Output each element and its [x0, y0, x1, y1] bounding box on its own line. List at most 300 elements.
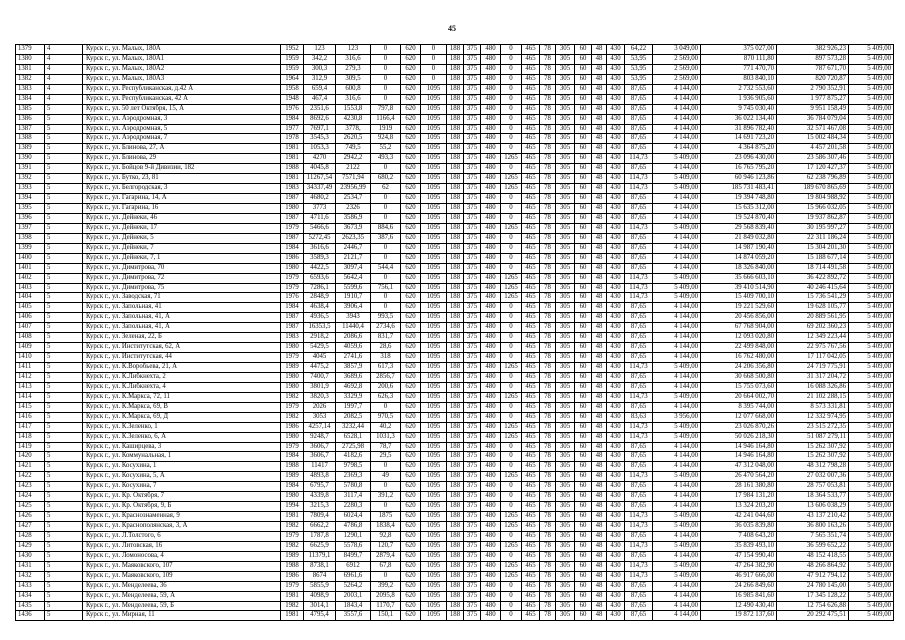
rate-188-cell: 188	[447, 273, 464, 283]
rate-465-cell: 465	[522, 164, 540, 174]
rate-1095-cell: 1095	[421, 512, 447, 522]
rate-305-cell: 305	[556, 74, 575, 84]
rate-48-cell: 48	[592, 45, 607, 55]
rate-188-cell: 188	[447, 313, 464, 323]
nonresidential-area-cell: 0	[371, 273, 401, 283]
category-cell: 5	[45, 303, 83, 313]
table-row	[16, 243, 894, 253]
rate-480-cell: 480	[481, 482, 501, 492]
rate-305-cell: 305	[556, 472, 575, 482]
rate-78-cell: 78	[540, 382, 556, 392]
nonresidential-area-cell: 0	[371, 54, 401, 64]
rate-1265-cell: 0	[501, 343, 522, 353]
nonresidential-area-cell: 544,4	[371, 263, 401, 273]
rate-1095-cell: 1095	[421, 84, 447, 94]
calculated-sum-cell: 29 568 839,40	[701, 223, 777, 233]
address-cell: Курск г., ул. Республиканская, 42 А	[83, 94, 281, 104]
rate-305-cell: 305	[556, 541, 575, 551]
year-cell: 1979	[281, 353, 304, 363]
category-cell: 5	[45, 591, 83, 601]
rate-375-cell: 375	[464, 194, 481, 204]
monthly-rate-cell: 114,73	[625, 472, 653, 482]
calculated-sum-cell: 1 936 905,60	[701, 94, 777, 104]
rate-60-cell: 60	[575, 353, 592, 363]
monthly-rate-cell: 87,65	[625, 124, 653, 134]
rate-430-cell: 430	[607, 204, 625, 214]
rate-465-cell: 465	[522, 432, 540, 442]
indexed-sum-cell: 1 977 875,27	[777, 94, 849, 104]
rate-48-cell: 48	[592, 492, 607, 502]
table-row	[16, 54, 894, 64]
rate-1265-cell: 0	[501, 452, 522, 462]
rate-375-cell: 375	[464, 313, 481, 323]
monthly-rate-cell: 87,65	[625, 601, 653, 611]
rate-430-cell: 430	[607, 213, 625, 223]
rate-60-cell: 60	[575, 84, 592, 94]
calculated-sum-cell: 12 490 430,40	[701, 601, 777, 611]
base-rate-cell: 5 409,00	[849, 452, 894, 462]
base-rate-cell: 5 409,00	[849, 64, 894, 74]
indexed-sum-cell: 27 032 007,36	[777, 472, 849, 482]
calculated-sum-cell: 31 896 782,40	[701, 124, 777, 134]
row-number-cell: 1431	[16, 561, 45, 571]
rate-48-cell: 48	[592, 591, 607, 601]
rate-188-cell: 188	[447, 382, 464, 392]
indexed-sum-cell: 28 757 053,81	[777, 482, 849, 492]
calculated-sum-cell: 19 872 137,60	[701, 611, 777, 621]
total-area-cell: 4711,6	[304, 213, 336, 223]
table-row	[16, 601, 894, 611]
rate-188-cell: 188	[447, 591, 464, 601]
row-number-cell: 1433	[16, 581, 45, 591]
rate-480-cell: 480	[481, 353, 501, 363]
rate-188-cell: 188	[447, 263, 464, 273]
rate-430-cell: 430	[607, 402, 625, 412]
rate-1095-cell: 1095	[421, 462, 447, 472]
year-cell: 1984	[281, 482, 304, 492]
rate-78-cell: 78	[540, 571, 556, 581]
total-area-cell: 8738,1	[304, 561, 336, 571]
rate-430-cell: 430	[607, 174, 625, 184]
rate-78-cell: 78	[540, 164, 556, 174]
category-cell: 5	[45, 194, 83, 204]
row-number-cell: 1435	[16, 601, 45, 611]
rate-375-cell: 375	[464, 293, 481, 303]
rate-375-cell: 375	[464, 541, 481, 551]
table-row	[16, 581, 894, 591]
rate-430-cell: 430	[607, 94, 625, 104]
category-cell: 5	[45, 363, 83, 373]
row-number-cell: 1406	[16, 313, 45, 323]
table-row	[16, 64, 894, 74]
monthly-rate-cell: 53,95	[625, 74, 653, 84]
rate-48-cell: 48	[592, 363, 607, 373]
rate-1265-cell: 0	[501, 313, 522, 323]
base-rate-cell: 5 409,00	[849, 94, 894, 104]
rate-620-cell: 620	[401, 104, 421, 114]
rate-60-cell: 60	[575, 273, 592, 283]
year-cell: 1984	[281, 114, 304, 124]
nonresidential-area-cell: 1919	[371, 124, 401, 134]
rate-60-cell: 60	[575, 124, 592, 134]
address-cell: Курск г., ул. Заводская, 71	[83, 293, 281, 303]
living-area-cell: 749,5	[336, 144, 371, 154]
rate-78-cell: 78	[540, 561, 556, 571]
row-number-cell: 1409	[16, 343, 45, 353]
total-area-cell: 2351,6	[304, 104, 336, 114]
rate-480-cell: 480	[481, 243, 501, 253]
rate-188-cell: 188	[447, 223, 464, 233]
category-cell: 5	[45, 541, 83, 551]
monthly-rate-cell: 87,65	[625, 492, 653, 502]
address-cell: Курск г., ул. Дейнеки, 5	[83, 233, 281, 243]
base-rate-cell: 5 409,00	[849, 303, 894, 313]
rate-188-cell: 188	[447, 571, 464, 581]
rate-188-cell: 188	[447, 502, 464, 512]
rate-60-cell: 60	[575, 502, 592, 512]
annual-rate-cell: 4 144,00	[653, 333, 701, 343]
rate-1265-cell: 0	[501, 134, 522, 144]
annual-rate-cell: 5 409,00	[653, 283, 701, 293]
living-area-cell: 9798,5	[336, 462, 371, 472]
rate-60-cell: 60	[575, 104, 592, 114]
rate-1095-cell: 1095	[421, 571, 447, 581]
rate-430-cell: 430	[607, 164, 625, 174]
rate-188-cell: 188	[447, 512, 464, 522]
year-cell: 1988	[281, 561, 304, 571]
rate-430-cell: 430	[607, 412, 625, 422]
address-cell: Курск г., ул. К.Маркса, 69, В	[83, 402, 281, 412]
total-area-cell: 6593,6	[304, 273, 336, 283]
table-row	[16, 472, 894, 482]
year-cell: 1986	[281, 571, 304, 581]
indexed-sum-cell: 12 349 223,44	[777, 333, 849, 343]
rate-430-cell: 430	[607, 382, 625, 392]
indexed-sum-cell: 48 266 864,92	[777, 561, 849, 571]
indexed-sum-cell: 36 784 079,04	[777, 114, 849, 124]
rate-620-cell: 620	[401, 591, 421, 601]
rate-305-cell: 305	[556, 253, 575, 263]
address-cell: Курск г., ул. Малых, 180А2	[83, 64, 281, 74]
nonresidential-area-cell: 0	[371, 293, 401, 303]
rate-1095-cell: 1095	[421, 402, 447, 412]
category-cell: 5	[45, 283, 83, 293]
calculated-sum-cell: 16 985 841,60	[701, 591, 777, 601]
rate-375-cell: 375	[464, 551, 481, 561]
living-area-cell: 2122	[336, 164, 371, 174]
rate-375-cell: 375	[464, 233, 481, 243]
rate-620-cell: 620	[401, 492, 421, 502]
rate-188-cell: 188	[447, 144, 464, 154]
year-cell: 1984	[281, 303, 304, 313]
row-number-cell: 1399	[16, 243, 45, 253]
address-cell: Курск г., ул. Косухина, 5, А	[83, 472, 281, 482]
calculated-sum-cell: 39 410 514,90	[701, 283, 777, 293]
rate-78-cell: 78	[540, 134, 556, 144]
rate-480-cell: 480	[481, 94, 501, 104]
annual-rate-cell: 5 409,00	[653, 293, 701, 303]
rate-1095-cell: 1095	[421, 343, 447, 353]
table-row	[16, 462, 894, 472]
rate-465-cell: 465	[522, 472, 540, 482]
calculated-sum-cell: 47 264 382,90	[701, 561, 777, 571]
indexed-sum-cell: 19 628 105,77	[777, 303, 849, 313]
table-body	[16, 45, 894, 621]
rate-480-cell: 480	[481, 502, 501, 512]
nonresidential-area-cell: 29,5	[371, 452, 401, 462]
rate-1265-cell: 1265	[501, 293, 522, 303]
rate-305-cell: 305	[556, 611, 575, 621]
annual-rate-cell: 4 144,00	[653, 452, 701, 462]
indexed-sum-cell: 21 102 288,15	[777, 392, 849, 402]
annual-rate-cell: 4 144,00	[653, 144, 701, 154]
category-cell: 5	[45, 213, 83, 223]
address-cell: Курск г., ул. Косухина, 1	[83, 462, 281, 472]
rate-305-cell: 305	[556, 601, 575, 611]
living-area-cell: 1290,1	[336, 531, 371, 541]
rate-1095-cell: 1095	[421, 194, 447, 204]
rate-620-cell: 620	[401, 551, 421, 561]
rate-430-cell: 430	[607, 124, 625, 134]
rate-60-cell: 60	[575, 253, 592, 263]
rate-1095-cell: 1095	[421, 611, 447, 621]
rate-305-cell: 305	[556, 343, 575, 353]
rate-430-cell: 430	[607, 512, 625, 522]
rate-78-cell: 78	[540, 372, 556, 382]
indexed-sum-cell: 69 202 360,23	[777, 323, 849, 333]
rate-430-cell: 430	[607, 194, 625, 204]
rate-60-cell: 60	[575, 114, 592, 124]
rate-78-cell: 78	[540, 204, 556, 214]
monthly-rate-cell: 87,65	[625, 372, 653, 382]
total-area-cell: 4475,2	[304, 363, 336, 373]
calculated-sum-cell: 17 984 131,20	[701, 492, 777, 502]
rate-188-cell: 188	[447, 243, 464, 253]
rate-375-cell: 375	[464, 184, 481, 194]
rate-188-cell: 188	[447, 343, 464, 353]
rate-620-cell: 620	[401, 194, 421, 204]
calculated-sum-cell: 7 408 643,20	[701, 531, 777, 541]
rate-480-cell: 480	[481, 343, 501, 353]
table-row	[16, 353, 894, 363]
rate-480-cell: 480	[481, 522, 501, 532]
rate-78-cell: 78	[540, 313, 556, 323]
rate-375-cell: 375	[464, 591, 481, 601]
rate-1265-cell: 1265	[501, 571, 522, 581]
rate-48-cell: 48	[592, 194, 607, 204]
year-cell: 1982	[281, 601, 304, 611]
rate-305-cell: 305	[556, 372, 575, 382]
rate-465-cell: 465	[522, 561, 540, 571]
monthly-rate-cell: 87,65	[625, 134, 653, 144]
rate-305-cell: 305	[556, 223, 575, 233]
rate-430-cell: 430	[607, 611, 625, 621]
rate-188-cell: 188	[447, 432, 464, 442]
year-cell: 1986	[281, 422, 304, 432]
row-number-cell: 1413	[16, 382, 45, 392]
rate-1265-cell: 1265	[501, 363, 522, 373]
rate-60-cell: 60	[575, 64, 592, 74]
indexed-sum-cell: 382 926,23	[777, 45, 849, 55]
rate-78-cell: 78	[540, 452, 556, 462]
rate-1265-cell: 0	[501, 492, 522, 502]
address-cell: Курск г., ул. К.Зеленко, 1	[83, 422, 281, 432]
rate-465-cell: 465	[522, 124, 540, 134]
rate-305-cell: 305	[556, 353, 575, 363]
monthly-rate-cell: 87,65	[625, 402, 653, 412]
calculated-sum-cell: 14 946 164,80	[701, 442, 777, 452]
rate-1095-cell: 1095	[421, 422, 447, 432]
year-cell: 1959	[281, 54, 304, 64]
rate-430-cell: 430	[607, 522, 625, 532]
table-row	[16, 213, 894, 223]
rate-430-cell: 430	[607, 551, 625, 561]
rate-1095-cell: 1095	[421, 263, 447, 273]
address-cell: Курск г., ул. Косухина, 7	[83, 482, 281, 492]
rate-375-cell: 375	[464, 581, 481, 591]
nonresidential-area-cell: 0	[371, 243, 401, 253]
rate-1095-cell: 1095	[421, 204, 447, 214]
monthly-rate-cell: 114,73	[625, 174, 653, 184]
rate-188-cell: 188	[447, 84, 464, 94]
rate-480-cell: 480	[481, 531, 501, 541]
category-cell: 5	[45, 531, 83, 541]
annual-rate-cell: 4 144,00	[653, 323, 701, 333]
rate-48-cell: 48	[592, 551, 607, 561]
rate-305-cell: 305	[556, 402, 575, 412]
nonresidential-area-cell: 391,2	[371, 492, 401, 502]
address-cell: Курск г., ул. Запольная, 41, А	[83, 313, 281, 323]
indexed-sum-cell: 18 714 491,58	[777, 263, 849, 273]
calculated-sum-cell: 50 026 218,30	[701, 432, 777, 442]
rate-78-cell: 78	[540, 531, 556, 541]
nonresidential-area-cell: 0	[371, 213, 401, 223]
rate-1095-cell: 1095	[421, 283, 447, 293]
year-cell: 1982	[281, 392, 304, 402]
monthly-rate-cell: 87,65	[625, 263, 653, 273]
total-area-cell: 3053	[304, 412, 336, 422]
rate-48-cell: 48	[592, 174, 607, 184]
rate-1095-cell: 1095	[421, 442, 447, 452]
rate-620-cell: 620	[401, 174, 421, 184]
nonresidential-area-cell: 387,6	[371, 233, 401, 243]
category-cell: 5	[45, 323, 83, 333]
table-row	[16, 303, 894, 313]
rate-188-cell: 188	[447, 442, 464, 452]
rate-620-cell: 620	[401, 333, 421, 343]
calculated-sum-cell: 20 456 856,00	[701, 313, 777, 323]
calculated-sum-cell: 28 161 380,80	[701, 482, 777, 492]
rate-375-cell: 375	[464, 273, 481, 283]
rate-60-cell: 60	[575, 462, 592, 472]
monthly-rate-cell: 87,65	[625, 462, 653, 472]
address-cell: Курск г., ул. Дейнеки, 46	[83, 213, 281, 223]
rate-620-cell: 620	[401, 124, 421, 134]
indexed-sum-cell: 40 246 415,64	[777, 283, 849, 293]
year-cell: 1979	[281, 283, 304, 293]
nonresidential-area-cell: 2095,8	[371, 591, 401, 601]
monthly-rate-cell: 87,65	[625, 243, 653, 253]
category-cell: 4	[45, 45, 83, 55]
rate-480-cell: 480	[481, 412, 501, 422]
annual-rate-cell: 2 569,00	[653, 64, 701, 74]
year-cell: 1984	[281, 452, 304, 462]
nonresidential-area-cell: 0	[371, 204, 401, 214]
rate-1095-cell: 1095	[421, 363, 447, 373]
nonresidential-area-cell: 0	[371, 502, 401, 512]
rate-48-cell: 48	[592, 343, 607, 353]
rate-1265-cell: 0	[501, 94, 522, 104]
indexed-sum-cell: 43 137 210,42	[777, 512, 849, 522]
rate-375-cell: 375	[464, 372, 481, 382]
living-area-cell: 4230,8	[336, 114, 371, 124]
calculated-sum-cell: 35 666 603,10	[701, 273, 777, 283]
rate-78-cell: 78	[540, 323, 556, 333]
indexed-sum-cell: 19 937 862,87	[777, 213, 849, 223]
rate-375-cell: 375	[464, 114, 481, 124]
living-area-cell: 279,3	[336, 64, 371, 74]
table-row	[16, 204, 894, 214]
rate-480-cell: 480	[481, 263, 501, 273]
category-cell: 5	[45, 124, 83, 134]
rate-48-cell: 48	[592, 253, 607, 263]
monthly-rate-cell: 53,95	[625, 54, 653, 64]
address-cell: Курск г., ул. Блинова, 29	[83, 154, 281, 164]
rate-1265-cell: 0	[501, 204, 522, 214]
annual-rate-cell: 3 956,00	[653, 412, 701, 422]
rate-78-cell: 78	[540, 541, 556, 551]
annual-rate-cell: 4 144,00	[653, 253, 701, 263]
row-number-cell: 1408	[16, 333, 45, 343]
rate-1095-cell: 1095	[421, 323, 447, 333]
category-cell: 5	[45, 313, 83, 323]
rate-305-cell: 305	[556, 233, 575, 243]
nonresidential-area-cell: 0	[371, 402, 401, 412]
rate-430-cell: 430	[607, 472, 625, 482]
rate-305-cell: 305	[556, 303, 575, 313]
rate-465-cell: 465	[522, 353, 540, 363]
rate-60-cell: 60	[575, 452, 592, 462]
rate-465-cell: 465	[522, 462, 540, 472]
rate-430-cell: 430	[607, 223, 625, 233]
rate-188-cell: 188	[447, 303, 464, 313]
annual-rate-cell: 4 144,00	[653, 104, 701, 114]
rate-1095-cell: 1095	[421, 581, 447, 591]
table-row	[16, 233, 894, 243]
rate-1095-cell: 1095	[421, 144, 447, 154]
rate-48-cell: 48	[592, 104, 607, 114]
address-cell: Курск г., ул. К.Либкнехта, 2	[83, 372, 281, 382]
indexed-sum-cell: 787 671,70	[777, 64, 849, 74]
rate-78-cell: 78	[540, 601, 556, 611]
rate-480-cell: 480	[481, 223, 501, 233]
row-number-cell: 1400	[16, 253, 45, 263]
base-rate-cell: 5 409,00	[849, 492, 894, 502]
rate-465-cell: 465	[522, 74, 540, 84]
rate-620-cell: 620	[401, 273, 421, 283]
rate-188-cell: 188	[447, 174, 464, 184]
indexed-sum-cell: 12 754 626,88	[777, 601, 849, 611]
base-rate-cell: 5 409,00	[849, 84, 894, 94]
base-rate-cell: 5 409,00	[849, 432, 894, 442]
calculated-sum-cell: 26 470 564,20	[701, 472, 777, 482]
rate-465-cell: 465	[522, 114, 540, 124]
rate-188-cell: 188	[447, 531, 464, 541]
base-rate-cell: 5 409,00	[849, 154, 894, 164]
rate-375-cell: 375	[464, 462, 481, 472]
living-area-cell: 5578,6	[336, 541, 371, 551]
total-area-cell: 6625,9	[304, 541, 336, 551]
